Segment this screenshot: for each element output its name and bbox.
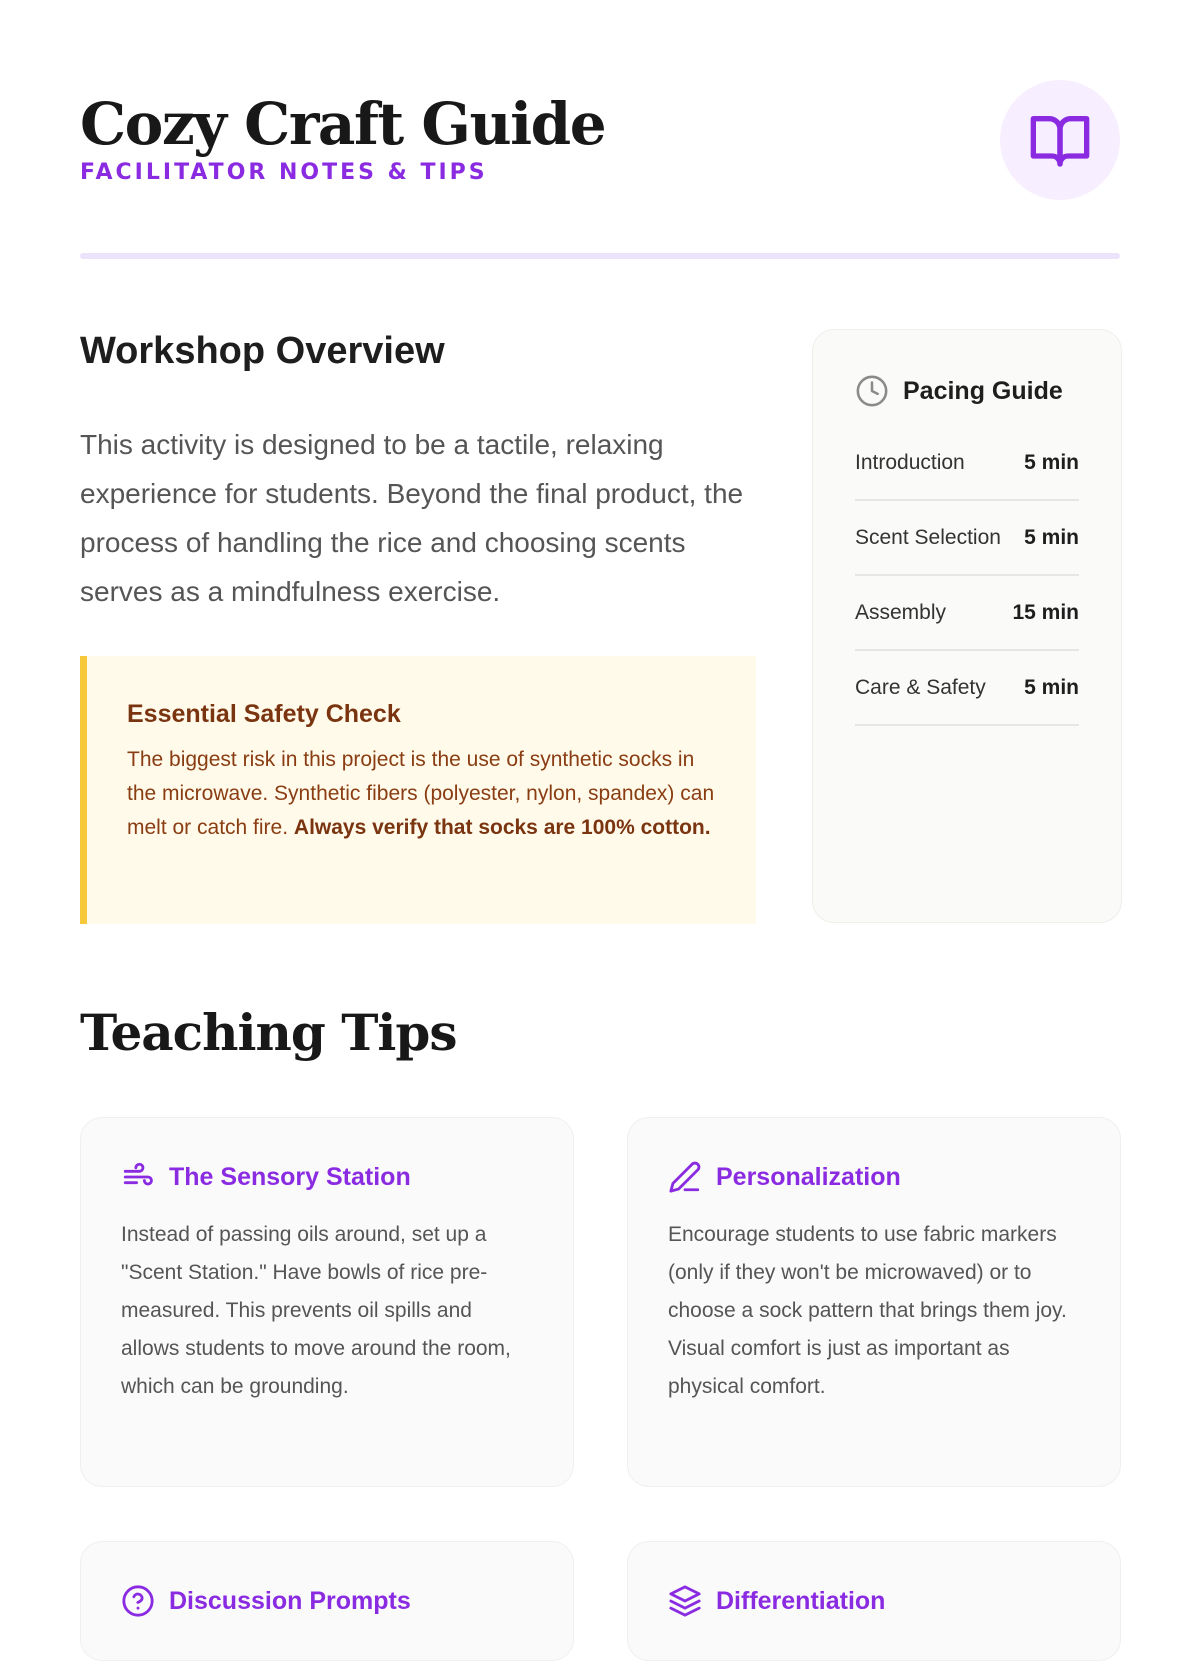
overview-heading: Workshop Overview [80, 330, 445, 372]
page-title: Cozy Craft Guide [80, 90, 606, 158]
wind-icon [121, 1160, 155, 1194]
pacing-row-value: 15 min [1012, 600, 1079, 624]
tip-card-discussion-prompts [80, 1541, 574, 1661]
help-circle-icon [121, 1584, 155, 1618]
pacing-row-label: Assembly [855, 600, 947, 624]
tips-heading: Teaching Tips [80, 1003, 457, 1062]
safety-title: Essential Safety Check [127, 700, 401, 728]
page-header [80, 80, 1120, 200]
pacing-row-value: 5 min [1024, 675, 1079, 699]
pacing-row [855, 651, 1079, 726]
tip-card-personalization [627, 1117, 1121, 1487]
tip-header [668, 1584, 1080, 1618]
clock-icon [855, 374, 889, 408]
pacing-row-value: 5 min [1024, 450, 1079, 474]
tip-card-differentiation [627, 1541, 1121, 1661]
safety-emphasis: Always verify that socks are 100% cotton. [293, 816, 711, 839]
pacing-card [812, 329, 1122, 923]
safety-callout [80, 656, 756, 924]
pacing-row [855, 576, 1079, 651]
tip-title: Differentiation [716, 1586, 886, 1615]
book-open-icon [1000, 80, 1120, 200]
tip-header [121, 1584, 533, 1618]
pacing-row-label: Introduction [855, 450, 965, 474]
tip-body: Encourage students to use fabric markers (only if they won't be microwaved) or to choose a sock pattern that brings them joy. Visual comfort is just as important as physical comfort. [668, 1223, 1067, 1398]
tip-title: Discussion Prompts [169, 1586, 411, 1615]
header-divider [80, 253, 1120, 259]
pacing-row-label: Care & Safety [855, 675, 986, 699]
pen-icon [668, 1160, 702, 1194]
tip-header [121, 1160, 533, 1194]
tip-title: Personalization [716, 1162, 901, 1191]
tip-header [668, 1160, 1080, 1194]
overview-body: This activity is designed to be a tactile, relaxing experience for students. Beyond the final product, the process of handling the rice and choosing scents serves as a mindfulness exercise. [80, 429, 744, 607]
pacing-title: Pacing Guide [903, 376, 1063, 405]
pacing-row-value: 5 min [1024, 525, 1079, 549]
tip-body: Instead of passing oils around, set up a "Scent Station." Have bowls of rice pre-measured. This prevents oil spills and allows students to move around the room, which can be grounding. [121, 1223, 511, 1398]
pacing-row [855, 501, 1079, 576]
layers-icon [668, 1584, 702, 1618]
pacing-row-label: Scent Selection [855, 525, 1001, 549]
safety-body [127, 743, 716, 845]
pacing-header [855, 374, 1079, 408]
safety-text: The biggest risk in this project is the use of synthetic socks in the microwave. Synthetic fibers (polyester, nylon, spandex) can melt or catch fire. [127, 748, 715, 839]
tip-title: The Sensory Station [169, 1162, 411, 1191]
pacing-row [855, 426, 1079, 501]
page-subtitle: FACILITATOR NOTES & TIPS [80, 160, 488, 185]
tip-card-sensory-station [80, 1117, 574, 1487]
